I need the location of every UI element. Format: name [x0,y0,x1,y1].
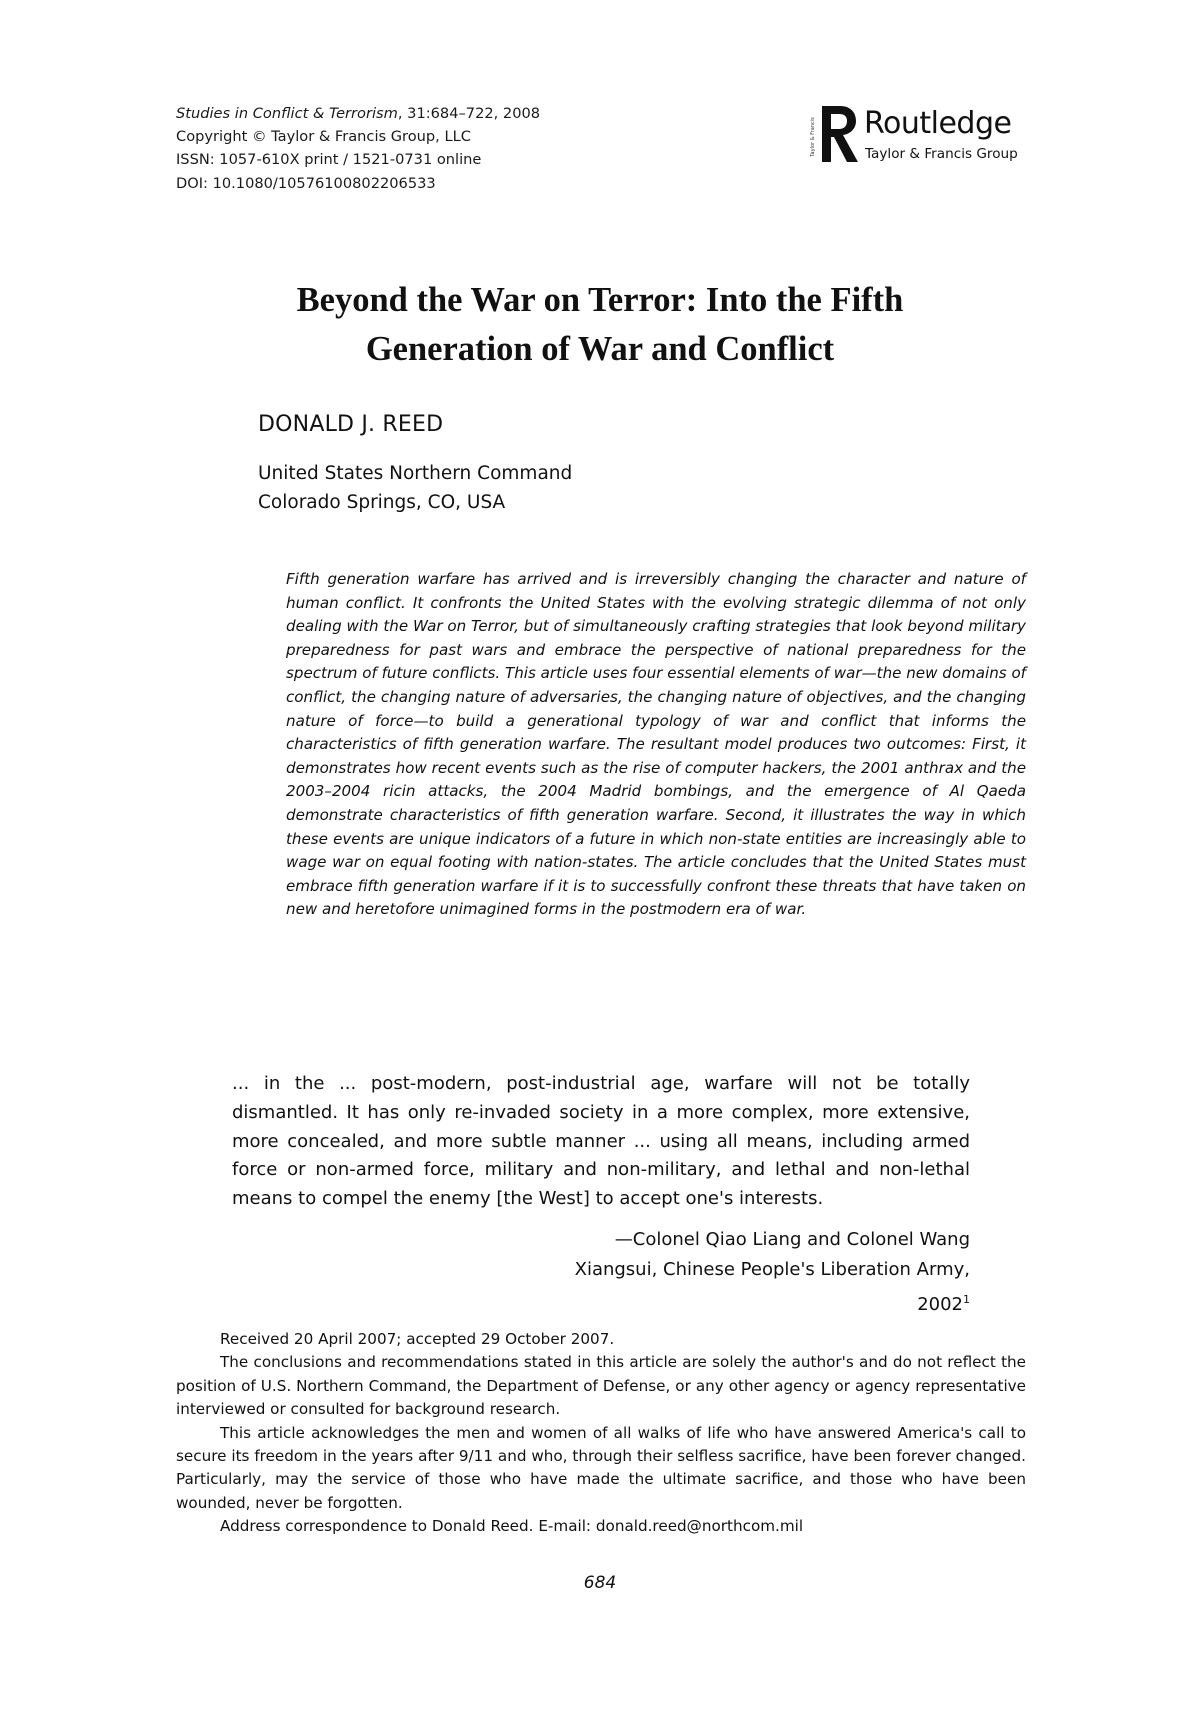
affiliation-line-1: United States Northern Command [258,463,573,484]
article-notes [176,1328,1026,1539]
publisher-group: Taylor & Francis Group [865,146,1018,162]
abstract: Fifth generation warfare has arrived and is irreversibly changing the character and nature of human conflict. It confronts the United States with the evolving strategic dilemma of not only dealing with the War on Terror, but of simultaneously crafting strategies that look beyond military preparedness for past wars and embrace the perspective of national preparedness for the spectrum of future conflicts. This article uses four essential elements of war—the new domains of conflict, the changing nature of adversaries, the changing nature of objectives, and the changing nature of force—to build a generational typology of war and conflict that informs the characteristics of fifth generation warfare. The resultant model produces two outcomes: First, it demonstrates how recent events such as the rise of computer hackers, the 2001 anthrax and the 2003–2004 ricin attacks, the 2004 Madrid bombings, and the emergence of Al Qaeda demonstrate characteristics of fifth generation warfare. Second, it illustrates the way in which these events are unique indicators of a future in which non-state entities are increasingly able to wage war on equal footing with nation-states. The article concludes that the United States must embrace fifth generation warfare if it is to successfully confront these threats that have taken on new and heretofore unimagined forms in the postmodern era of war. [286,570,1026,919]
article-title [160,276,1040,374]
author-affiliation [258,459,572,517]
journal-name: Studies in Conflict & Terrorism [176,105,398,122]
page-number: 684 [583,1573,617,1593]
affiliation-line-2: Colorado Springs, CO, USA [258,492,506,513]
copyright-line: Copyright © Taylor & Francis Group, LLC [176,128,471,146]
epigraph-quote: ... in the ... post-modern, post-industrial age, warfare will not be totally dismantled. It has only re-invaded society in a more complex, more extensive, more concealed, and more subtle manner ... using all means, including armed force or non-armed force, military and non-military, and lethal and non-lethal means to compel the enemy [the West] to accept one's interests. [232,1073,970,1210]
publisher-name: Routledge [864,106,1012,141]
routledge-r-icon [808,104,864,170]
journal-header [176,102,540,195]
attribution-year-line [480,1285,970,1320]
title-line-2: Generation of War and Conflict [365,330,835,368]
disclaimer-note: The conclusions and recommendations stated in this article are solely the author's and do not reflect the position of U.S. Northern Command, the Department of Defense, or any other agency or agency representative interviewed or consulted for background research. [176,1353,1026,1419]
title-line-1: Beyond the War on Terror: Into the Fifth [296,281,904,319]
received-note: Received 20 April 2007; accepted 29 October 2007. [220,1330,615,1348]
issn-line: ISSN: 1057-610X print / 1521-0731 online [176,151,482,169]
author-name: DONALD J. REED [258,412,444,437]
logo-vertical-text: Taylor & Francis [810,117,816,157]
acknowledgment-note: This article acknowledges the men and women of all walks of life who have answered America's call to secure its freedom in the years after 9/11 and who, through their selfless sacrifice, have been forever changed. Particularly, may the service of those who have made the ultimate sacrifice, and those who have been wounded, never be forgotten. [176,1423,1026,1512]
attribution-line-2: Xiangsui, Chinese People's Liberation Army, [574,1259,970,1280]
publisher-logo [808,104,1038,170]
journal-citation [176,102,540,125]
correspondence-note: Address correspondence to Donald Reed. E-mail: donald.reed@northcom.mil [220,1517,804,1536]
epigraph-attribution [480,1225,970,1320]
doi-line: DOI: 10.1080/10576100802206533 [176,174,436,192]
volume-pages: , 31:684–722, 2008 [397,105,541,122]
attribution-line-1: —Colonel Qiao Liang and Colonel Wang [614,1229,970,1250]
attribution-year: 2002 [917,1294,963,1315]
footnote-reference-1[interactable]: 1 [963,1293,970,1306]
